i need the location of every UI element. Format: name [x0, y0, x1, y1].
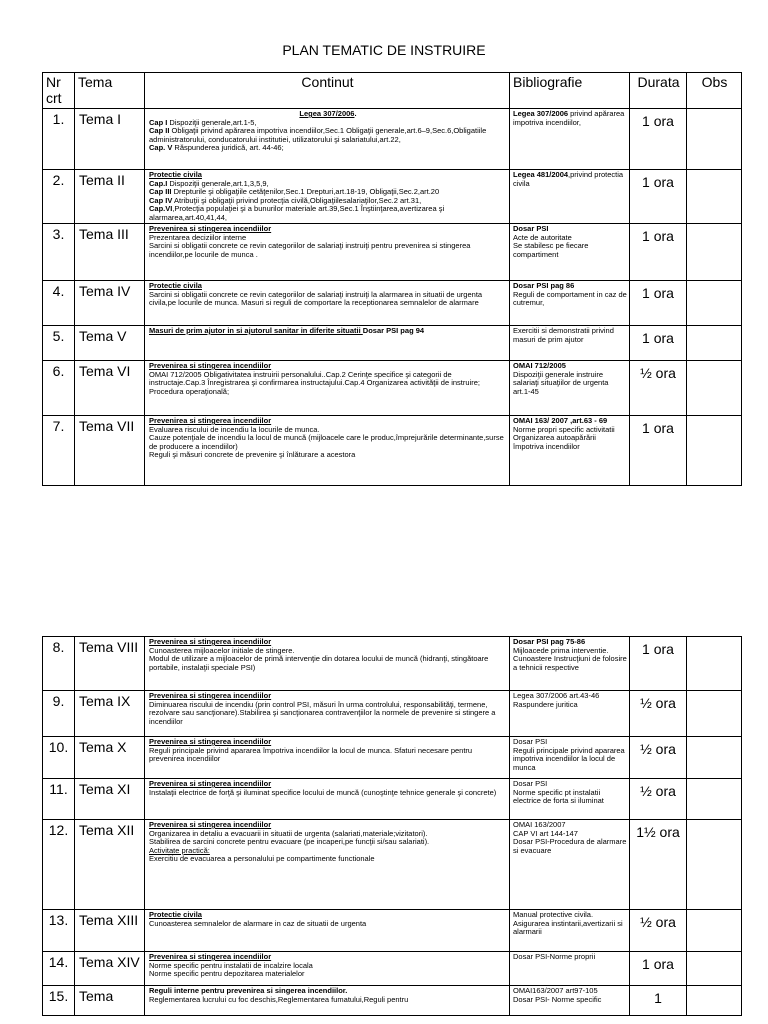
bibliografie-cell: [510, 170, 630, 224]
continut-cell-line: [149, 701, 507, 727]
continut-cell-text: Prevenirea si stingerea incendiilor: [149, 737, 272, 746]
tema-cell: Tema VIII: [75, 637, 145, 691]
obs-cell: [687, 986, 742, 1016]
continut-cell-text: ,Protecţia populaţiei şi a bunurilor materiale art.39,Sec.1 Înştiinţarea,avertizarea şi alarmarea,art.40,41,44,: [149, 204, 445, 222]
bibliografie-cell-text: Dosar PSI pag 75-86: [513, 637, 586, 646]
continut-cell-text: Reguli interne pentru prevenirea si singerea incendiilor.: [149, 986, 348, 995]
obs-cell: [687, 109, 742, 170]
row-number: 7.: [43, 416, 75, 486]
continut-cell: [145, 109, 510, 170]
bibliografie-cell-line: [513, 747, 627, 773]
durata-cell: 1: [630, 986, 687, 1016]
table-row: [43, 986, 742, 1016]
continut-cell-text: Dispoziţii generale,art.1,3,5,9,: [167, 178, 269, 188]
tema-cell: Tema XIV: [75, 952, 145, 986]
continut-cell-text: Reglementarea lucrului cu foc deschis,Reglementarea fumatului,Reguli pentru: [149, 994, 409, 1004]
continut-cell-text: Prevenirea si stingerea incendiilor: [149, 416, 272, 425]
header-continut: Continut: [145, 73, 510, 109]
continut-cell-text: Sarcini si obligatii concrete ce revin categoriilor de salariaţi instruiţi pentru prevenirea si stingerea incendiilor,pe locurile de munca .: [149, 241, 471, 259]
durata-cell: 1 ora: [630, 326, 687, 361]
durata-cell: ½ ora: [630, 910, 687, 952]
obs-cell: [687, 416, 742, 486]
continut-cell-text: .: [354, 109, 357, 118]
tema-cell: Tema XII: [75, 820, 145, 910]
header-obs: Obs: [687, 73, 742, 109]
continut-cell: [145, 952, 510, 986]
continut-cell-line: [149, 451, 507, 460]
header-durata: Durata: [630, 73, 687, 109]
training-plan-table-part1: [42, 72, 742, 486]
bibliografie-cell: [510, 691, 630, 737]
continut-cell-text: Obligaţii privind apărarea impotriva incendiilor,Sec.1 Obligaţii generale,art.6–9,Sec.6,Obligatiile administratorului, conducatorului institutiei, utilizatorului şi salariatului,art.22,: [149, 126, 487, 144]
bibliografie-cell-line: [513, 242, 627, 259]
bibliografie-cell-text: Se stabilesc pe fiecare compartiment: [513, 241, 589, 259]
continut-cell: [145, 281, 510, 326]
bibliografie-cell-text: Reguli de comportament in caz de cutremur,: [513, 289, 627, 307]
bibliografie-cell: [510, 224, 630, 281]
continut-cell-line: [149, 434, 507, 451]
continut-cell-line: [149, 127, 507, 144]
table-row: [43, 281, 742, 326]
row-number: 8.: [43, 637, 75, 691]
continut-cell-text: Norme specific pentru depozitarea materialelor: [149, 969, 305, 978]
continut-cell-text: Prevenirea si stingerea incendiilor: [149, 952, 272, 961]
continut-cell-line: [149, 655, 507, 672]
continut-cell: [145, 779, 510, 820]
table-row: [43, 109, 742, 170]
table-row: [43, 170, 742, 224]
continut-cell-text: Cap.VI: [149, 204, 173, 213]
row-number: 2.: [43, 170, 75, 224]
bibliografie-cell-text: Reguli principale privind apararea impotriva incendiilor la locul de munca: [513, 745, 625, 772]
continut-cell-text: Cauze potenţiale de incendiu la locul de muncă (mijloacele care le produc,împrejurările determinante,surse de producere a incendiilor): [149, 433, 504, 451]
continut-cell-text: Modul de utilizare a mijloacelor de primă intervenţie din dotarea locului de muncă (hidranţi, stingătoare portabile, instalaţii speciale PSI): [149, 654, 489, 672]
table-row: [43, 737, 742, 779]
bibliografie-cell-text: ,privind protectia civila: [513, 170, 624, 188]
table-row: [43, 910, 742, 952]
obs-cell: [687, 326, 742, 361]
continut-cell-text: OMAI 712/2005 Obligativitatea instruirii personalului..Cap.2 Cerinţe specifice şi categorii de instructaje.Cap.3 Înregistrarea şi confirmarea instructajului.Cap.4 Organizarea activităţii de instruire;: [149, 369, 480, 387]
obs-cell: [687, 737, 742, 779]
tema-cell: Tema XI: [75, 779, 145, 820]
bibliografie-cell: [510, 910, 630, 952]
continut-cell-line: [149, 205, 507, 222]
bibliografie-cell-line: [513, 110, 627, 127]
continut-cell: [145, 986, 510, 1016]
continut-cell-text: Prevenirea si stingerea incendiilor: [149, 637, 272, 646]
obs-cell: [687, 170, 742, 224]
tema-cell: Tema VI: [75, 361, 145, 416]
continut-cell: [145, 416, 510, 486]
continut-cell-text: Cunoasterea semnalelor de alarmare in caz de situatii de urgenta: [149, 918, 367, 928]
continut-cell-line: [149, 789, 507, 798]
tema-cell: Tema XIII: [75, 910, 145, 952]
continut-cell: [145, 170, 510, 224]
row-number: 9.: [43, 691, 75, 737]
continut-cell: [145, 737, 510, 779]
continut-cell-text: Procedura operaţională;: [149, 386, 230, 396]
continut-cell-text: Activitate practică:: [149, 845, 210, 855]
table-row: [43, 691, 742, 737]
bibliografie-cell-text: Manual protective civila.: [513, 910, 594, 919]
tema-cell: Tema IV: [75, 281, 145, 326]
bibliografie-cell-text: Legea 307/2006: [513, 109, 569, 118]
continut-cell-text: Masuri de prim ajutor in si ajutorul sanitar in diferite situatii: [149, 326, 363, 335]
continut-cell: [145, 691, 510, 737]
continut-cell-line: [149, 144, 507, 153]
row-number: 13.: [43, 910, 75, 952]
training-plan-table-part2: [42, 636, 742, 1016]
row-number: 11.: [43, 779, 75, 820]
continut-cell-text: Prezentarea deciziilor interne: [149, 232, 247, 242]
continut-cell: [145, 637, 510, 691]
continut-cell-text: Legea 307/2006: [299, 109, 355, 118]
bibliografie-cell: [510, 952, 630, 986]
continut-cell-line: [149, 291, 507, 308]
bibliografie-cell-text: Asigurarea instintarii,avertizarii si alarmarii: [513, 918, 623, 936]
continut-cell-text: Diminuarea riscului de incendiu (prin control PSI, măsuri în urma controlului, responsabilităţi, termene, rezolvare sau sancţionare).Stabilirea şi sancţionarea contravenţiilor la normele de prevenire si stingere a incendiilor: [149, 699, 496, 726]
table-row: [43, 416, 742, 486]
continut-cell-text: Protectie civila: [149, 170, 202, 179]
continut-cell-text: Cap II: [149, 126, 170, 135]
continut-cell-text: Protectie civila: [149, 910, 202, 919]
header-tema: Tema: [75, 73, 145, 109]
bibliografie-cell-text: CAP VI art 144-147: [513, 828, 578, 838]
bibliografie-cell-text: OMAI 712/2005: [513, 361, 566, 370]
continut-cell-text: Atribuţii şi obligaţii privind protecţia civilă,Obligaţiilesalariaţilor,Sec.2 art.31,: [172, 195, 422, 205]
continut-cell-text: Prevenirea si stingerea incendiilor: [149, 224, 272, 233]
row-number: 14.: [43, 952, 75, 986]
continut-cell-text: Protectie civila: [149, 281, 202, 290]
bibliografie-cell-text: Dispoziţii generale instruire salariaţi situaţiilor de urgenta art.1-45: [513, 369, 609, 396]
continut-cell-text: Prevenirea si stingerea incendiilor: [149, 820, 272, 829]
header-bibliografie: Bibliografie: [510, 73, 630, 109]
continut-cell: [145, 326, 510, 361]
bibliografie-cell-line: [513, 371, 627, 397]
obs-cell: [687, 224, 742, 281]
row-number: 4.: [43, 281, 75, 326]
table-row: [43, 779, 742, 820]
continut-cell-line: [149, 371, 507, 388]
continut-cell-text: Cunoasterea mijloacelor initiale de stingere.: [149, 645, 295, 655]
page-title: PLAN TEMATIC DE INSTRUIRE: [282, 42, 486, 58]
tema-cell: Tema X: [75, 737, 145, 779]
row-number: 6.: [43, 361, 75, 416]
continut-cell-line: [149, 327, 507, 336]
header-nr: Nr crt: [43, 73, 75, 109]
continut-cell-text: Prevenirea si stingerea incendiilor: [149, 361, 272, 370]
tema-cell: Tema II: [75, 170, 145, 224]
tema-cell: Tema IX: [75, 691, 145, 737]
continut-cell-text: Prevenirea si stingerea incendiilor: [149, 779, 272, 788]
bibliografie-cell-text: Legea 307/2006 art.43-46: [513, 691, 600, 700]
continut-cell-line: [149, 388, 507, 397]
continut-cell-text: Organizarea in detaliu a evacuarii in situatii de urgenta (salariati,materiale;vizitatori).: [149, 828, 428, 838]
continut-cell-text: Cap I: [149, 117, 168, 127]
bibliografie-cell: [510, 416, 630, 486]
continut-cell-line: [149, 747, 507, 764]
bibliografie-cell: [510, 326, 630, 361]
bibliografie-cell-text: Exercitii si demonstratii privind masuri de prim ajutor: [513, 326, 614, 344]
continut-cell-text: Drepturile şi obligaţiile cetăţenilor,Sec.1 Drepturi,art.18-19, Obligaţii,Sec.2,art.20: [171, 187, 440, 196]
row-number: 3.: [43, 224, 75, 281]
row-number: 10.: [43, 737, 75, 779]
table-row: [43, 820, 742, 910]
continut-cell: [145, 910, 510, 952]
tema-cell: Tema VII: [75, 416, 145, 486]
obs-cell: [687, 820, 742, 910]
continut-cell-text: Norme specific pentru instalatii de incalzire locala: [149, 960, 313, 970]
durata-cell: ½ ora: [630, 737, 687, 779]
table-row: [43, 224, 742, 281]
durata-cell: 1 ora: [630, 170, 687, 224]
obs-cell: [687, 637, 742, 691]
durata-cell: ½ ora: [630, 779, 687, 820]
bibliografie-cell-text: Norme propri specific activitatii: [513, 424, 615, 434]
bibliografie-cell-line: [513, 920, 627, 937]
continut-cell-line: [149, 242, 507, 259]
continut-cell-text: Sarcini si obligatii concrete ce revin categoriilor de salariaţi instruiţi la alarmarea in situatii de urgenta civila,pe locurile de munca. Masuri si reguli de comportare la receptionarea semnalelor de alarmare: [149, 289, 483, 307]
obs-cell: [687, 361, 742, 416]
bibliografie-cell-text: Norme specific pt instalatii electrice de forta si iluminat: [513, 787, 604, 805]
continut-cell: [145, 820, 510, 910]
continut-cell-line: [149, 920, 507, 929]
bibliografie-cell: [510, 986, 630, 1016]
tema-cell: Tema V: [75, 326, 145, 361]
bibliografie-cell: [510, 281, 630, 326]
durata-cell: 1 ora: [630, 637, 687, 691]
continut-cell-text: Cap. V: [149, 143, 173, 152]
bibliografie-cell-line: [513, 647, 627, 673]
continut-cell-text: Dosar PSI pag 94: [362, 326, 425, 335]
continut-cell-text: Stabilirea de sarcini concrete pentru evacuare (pe incaperi,pe funcţii si/sau salariati).: [149, 837, 430, 846]
bibliografie-cell: [510, 637, 630, 691]
bibliografie-cell-text: Legea 481/2004: [513, 170, 569, 179]
bibliografie-cell-text: Dosar PSI-Procedura de alarmare si evacuare: [513, 837, 627, 855]
bibliografie-cell-text: Organizarea autoapărării împotriva incendiilor: [513, 433, 596, 451]
bibliografie-cell-text: Mijloacede prima interventie. Cunoastere Instrucţiuni de folosire a tehnicii respective: [513, 645, 627, 672]
continut-cell-line: [149, 855, 507, 864]
bibliografie-cell-line: [513, 789, 627, 806]
bibliografie-cell-line: [513, 953, 627, 962]
continut-cell-text: Răspunderea juridică, art. 44-46;: [172, 143, 284, 152]
obs-cell: [687, 691, 742, 737]
continut-cell: [145, 224, 510, 281]
bibliografie-cell: [510, 779, 630, 820]
durata-cell: 1 ora: [630, 281, 687, 326]
continut-cell-text: Evaluarea riscului de incendiu la locurile de munca.: [149, 424, 320, 434]
continut-cell-text: Exercitiu de evacuarea a personalului pe compartimente functionale: [149, 854, 375, 863]
bibliografie-cell-text: OMAI 163/ 2007 ,art.63 - 69: [513, 416, 608, 425]
bibliografie-cell-text: Acte de autoritate: [513, 232, 572, 242]
row-number: 15.: [43, 986, 75, 1016]
continut-cell-text: Cap III: [149, 187, 172, 196]
continut-cell-text: Dispoziţii generale,art.1-5,: [167, 117, 257, 127]
bibliografie-cell-line: [513, 838, 627, 855]
bibliografie-cell-text: Dosar PSI- Norme specific: [513, 994, 602, 1004]
bibliografie-cell-text: Dosar PSI-Norme proprii: [513, 952, 596, 961]
continut-cell-text: Cap IV: [149, 195, 173, 205]
bibliografie-cell-line: [513, 996, 627, 1005]
row-number: 12.: [43, 820, 75, 910]
continut-cell-line: [149, 996, 507, 1005]
obs-cell: [687, 910, 742, 952]
continut-cell-text: Prevenirea si stingerea incendiilor: [149, 691, 272, 700]
continut-cell: [145, 361, 510, 416]
table-row: [43, 952, 742, 986]
bibliografie-cell-text: Dosar PSI: [513, 779, 548, 788]
table-row: [43, 326, 742, 361]
continut-cell-text: Reguli şi măsuri concrete de prevenire şi înlăturare a acestora: [149, 450, 356, 459]
bibliografie-cell: [510, 820, 630, 910]
continut-cell-line: [149, 970, 507, 979]
durata-cell: 1 ora: [630, 224, 687, 281]
durata-cell: 1½ ora: [630, 820, 687, 910]
bibliografie-cell-line: [513, 291, 627, 308]
durata-cell: ½ ora: [630, 691, 687, 737]
tema-cell: Tema III: [75, 224, 145, 281]
continut-cell-text: Reguli principale privind apararea împotriva incendiilor la locul de munca. Sfaturi necesare pentru prevenirea incendiilor: [149, 745, 473, 763]
row-number: 1.: [43, 109, 75, 170]
obs-cell: [687, 779, 742, 820]
bibliografie-cell: [510, 737, 630, 779]
durata-cell: 1 ora: [630, 416, 687, 486]
bibliografie-cell-text: OMAI 163/2007: [513, 820, 566, 829]
tema-cell: Tema: [75, 986, 145, 1016]
obs-cell: [687, 281, 742, 326]
bibliografie-cell-text: Raspundere juritica: [513, 699, 578, 709]
continut-cell-text: Cap.I: [149, 178, 168, 188]
bibliografie-cell-line: [513, 434, 627, 451]
bibliografie-cell-text: Dosar PSI: [513, 737, 548, 746]
table-row: [43, 361, 742, 416]
continut-cell-text: Instalaţii electrice de forţă şi iluminat specifice locului de muncă (cunoştinţe tehnice generale şi concrete): [149, 787, 497, 797]
obs-cell: [687, 952, 742, 986]
bibliografie-cell-text: Dosar PSI pag 86: [513, 281, 575, 290]
tema-cell: Tema I: [75, 109, 145, 170]
bibliografie-cell-line: [513, 327, 627, 344]
durata-cell: 1 ora: [630, 952, 687, 986]
bibliografie-cell-line: [513, 701, 627, 710]
bibliografie-cell-text: Dosar PSI: [513, 224, 549, 233]
bibliografie-cell: [510, 361, 630, 416]
durata-cell: ½ ora: [630, 361, 687, 416]
bibliografie-cell-line: [513, 171, 627, 188]
bibliografie-cell-text: OMAI163/2007 art97-105: [513, 986, 598, 995]
bibliografie-cell: [510, 109, 630, 170]
bibliografie-cell-text: privind apărarea impotriva incendiilor,: [513, 109, 625, 127]
row-number: 5.: [43, 326, 75, 361]
table-row: [43, 637, 742, 691]
durata-cell: 1 ora: [630, 109, 687, 170]
